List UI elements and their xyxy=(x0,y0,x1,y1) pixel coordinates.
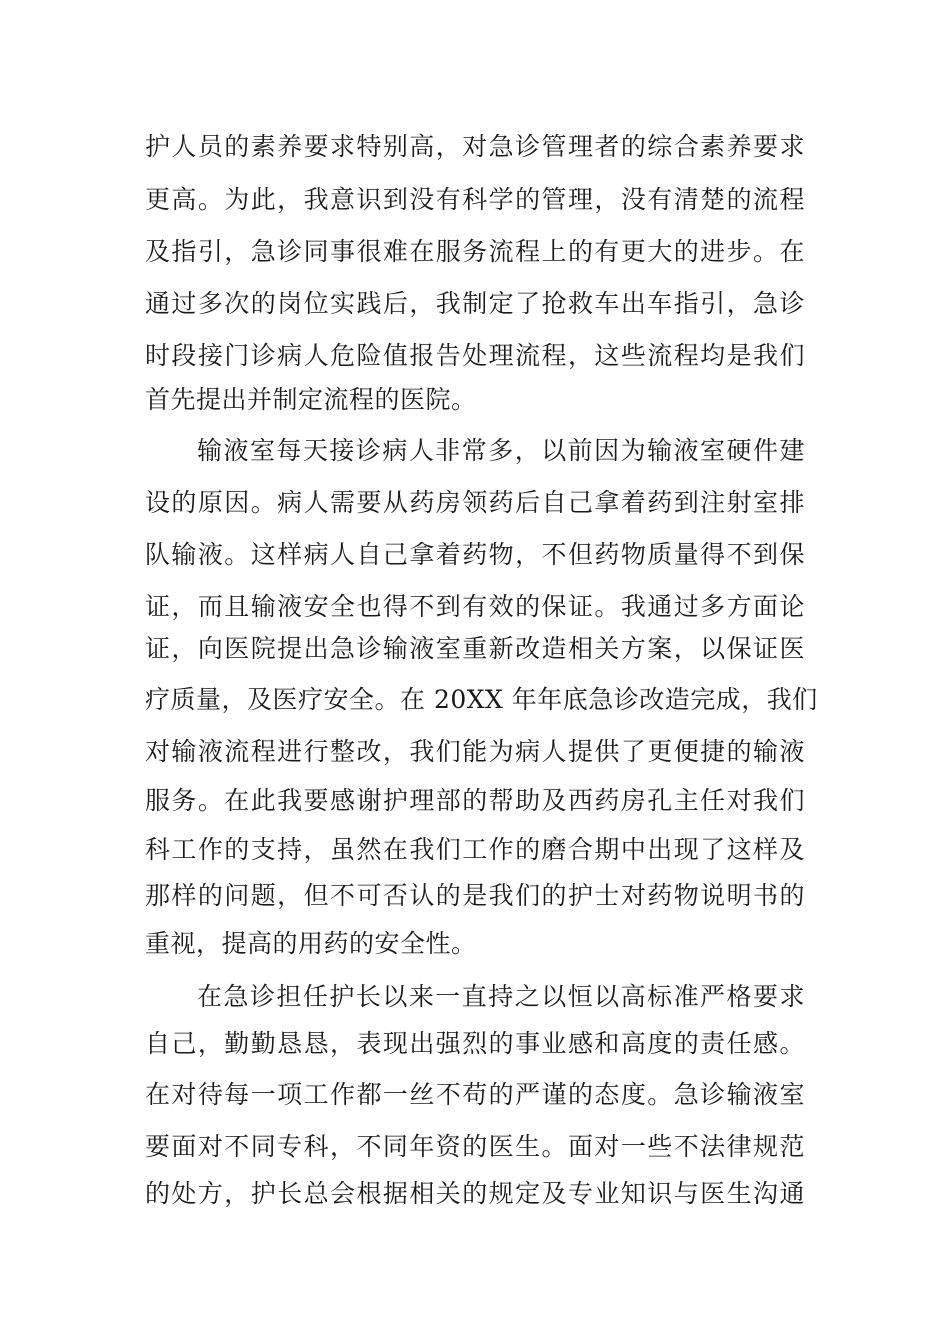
paragraph-2-line-3: 队输液。这样病人自己拿着药物，不但药物质量得不到保 xyxy=(145,540,805,569)
paragraph-2-line-6: 疗质量，及医疗安全。在 20XX 年年底急诊改造完成，我们 xyxy=(145,685,818,714)
paragraph-3-line-5: 的处方，护长总会根据相关的规定及专业知识与医生沟通 xyxy=(145,1179,805,1208)
paragraph-1-line-3: 及指引，急诊同事很难在服务流程上的有更大的进步。在 xyxy=(145,237,805,266)
paragraph-1-line-4: 通过多次的岗位实践后，我制定了抢救车出车指引，急诊 xyxy=(145,289,805,318)
paragraph-2-line-7: 对输液流程进行整改，我们能为病人提供了更便捷的输液 xyxy=(145,737,805,766)
paragraph-2-line-9: 科工作的支持，虽然在我们工作的磨合期中出现了这样及 xyxy=(145,835,805,864)
paragraph-3-line-4: 要面对不同专科，不同年资的医生。面对一些不法律规范 xyxy=(145,1132,805,1161)
paragraph-2-line-2: 设的原因。病人需要从药房领药后自己拿着药到注射室排 xyxy=(145,488,805,517)
paragraph-3-line-2: 自己，勤勤恳恳，表现出强烈的事业感和高度的责任感。 xyxy=(145,1029,805,1058)
paragraph-2-line-10: 那样的问题，但不可否认的是我们的护士对药物说明书的 xyxy=(145,881,805,910)
paragraph-1-line-5: 时段接门诊病人危险值报告处理流程，这些流程均是我们 xyxy=(145,341,805,370)
paragraph-1-line-2: 更高。为此，我意识到没有科学的管理，没有清楚的流程 xyxy=(145,185,805,214)
paragraph-2-line-8: 服务。在此我要感谢护理部的帮助及西药房孔主任对我们 xyxy=(145,786,805,815)
paragraph-2-line-4: 证，而且输液安全也得不到有效的保证。我通过多方面论 xyxy=(145,592,805,621)
paragraph-3-line-3: 在对待每一项工作都一丝不苟的严谨的态度。急诊输液室 xyxy=(145,1080,805,1109)
paragraph-1-line-1: 护人员的素养要求特别高，对急诊管理者的综合素养要求 xyxy=(145,132,805,161)
paragraph-2-line-1: 输液室每天接诊病人非常多，以前因为输液室硬件建 xyxy=(197,436,805,465)
paragraph-3-line-1: 在急诊担任护长以来一直持之以恒以高标准严格要求 xyxy=(197,982,805,1011)
paragraph-2-line-11: 重视，提高的用药的安全性。 xyxy=(145,929,477,958)
paragraph-1-line-6: 首先提出并制定流程的医院。 xyxy=(145,385,477,414)
paragraph-2-line-5: 证，向医院提出急诊输液室重新改造相关方案，以保证医 xyxy=(145,634,805,663)
